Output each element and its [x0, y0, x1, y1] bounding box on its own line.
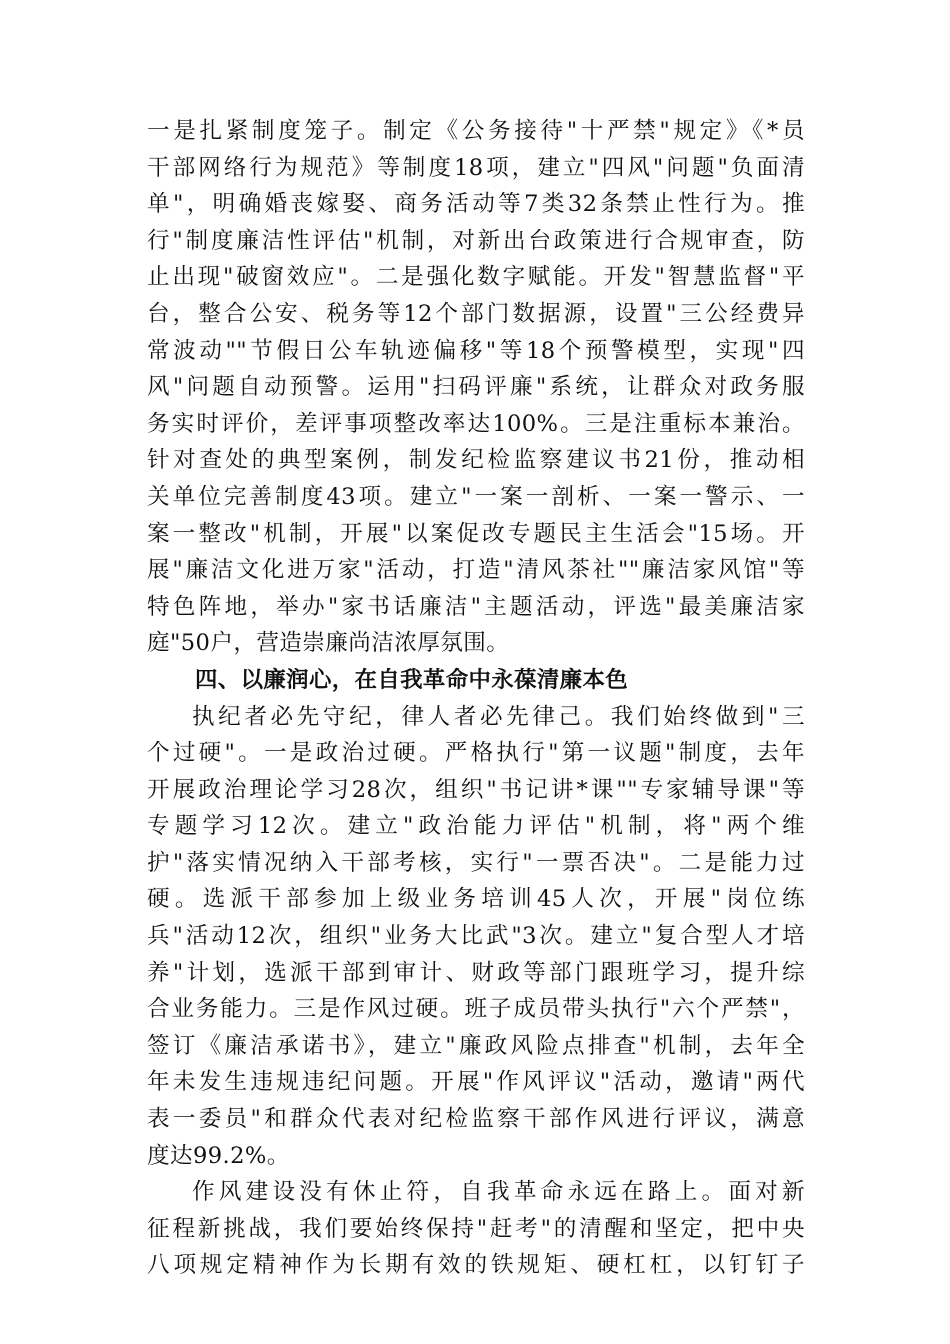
paragraph-2-line: 度达99.2%。	[147, 1142, 290, 1169]
paragraph-1-line: 单"，明确婚丧嫁娶、商务活动等7类32条禁止性行为。推	[147, 191, 805, 218]
paragraph-3-line: 征程新挑战，我们要始终保持"赶考"的清醒和坚定，把中央	[147, 1215, 805, 1242]
paragraph-2-line: 兵"活动12次，组织"业务大比武"3次。建立"复合型人才培	[147, 923, 805, 950]
paragraph-2-line: 合业务能力。三是作风过硬。班子成员带头执行"六个严禁"，	[147, 996, 805, 1023]
paragraph-1-line: 风"问题自动预警。运用"扫码评廉"系统，让群众对政务服	[147, 374, 805, 401]
paragraph-2-line: 开展政治理论学习28次，组织"书记讲*课""专家辅导课"等	[147, 776, 805, 803]
paragraph-2-line: 硬。选派干部参加上级业务培训45人次，开展"岗位练	[147, 886, 805, 913]
paragraph-2-line: 养"计划，选派干部到审计、财政等部门跟班学习，提升综	[147, 959, 805, 986]
paragraph-1-line: 庭"50户，营造崇廉尚洁浓厚氛围。	[147, 630, 510, 657]
paragraph-2-line: 个过硬"。一是政治过硬。严格执行"第一议题"制度，去年	[147, 740, 805, 767]
paragraph-2-line: 专题学习12次。建立"政治能力评估"机制，将"两个维	[147, 813, 805, 840]
paragraph-3-line: 八项规定精神作为长期有效的铁规矩、硬杠杠，以钉钉子	[147, 1252, 805, 1279]
paragraph-2-line: 年未发生违规违纪问题。开展"作风评议"活动，邀请"两代	[147, 1069, 805, 1096]
paragraph-1-line: 一是扎紧制度笼子。制定《公务接待"十严禁"规定》《*员	[147, 118, 805, 144]
paragraph-1-line: 止出现"破窗效应"。二是强化数字赋能。开发"智慧监督"平	[147, 264, 805, 291]
paragraph-2-line: 护"落实情况纳入干部考核，实行"一票否决"。二是能力过	[147, 849, 805, 876]
paragraph-1-line: 特色阵地，举办"家书话廉洁"主题活动，评选"最美廉洁家	[147, 593, 805, 620]
paragraph-1-line: 展"廉洁文化进万家"活动，打造"清风茶社""廉洁家风馆"等	[147, 557, 805, 584]
body-text	[147, 113, 805, 1284]
paragraph-3-line: 作风建设没有休止符，自我革命永远在路上。面对新	[192, 1179, 805, 1206]
paragraph-1-line: 行"制度廉洁性评估"机制，对新出台政策进行合规审查，防	[147, 227, 805, 254]
paragraph-1-line: 务实时评价，差评事项整改率达100%。三是注重标本兼治。	[147, 410, 805, 437]
paragraph-1-line: 案一整改"机制，开展"以案促改专题民主生活会"15场。开	[147, 520, 805, 547]
paragraph-2-line: 执纪者必先守纪，律人者必先律己。我们始终做到"三	[192, 703, 805, 730]
paragraph-1-line: 针对查处的典型案例，制发纪检监察建议书21份，推动相	[147, 447, 805, 474]
paragraph-2-line: 表一委员"和群众代表对纪检监察干部作风进行评议，满意	[147, 1106, 805, 1133]
paragraph-2-line: 签订《廉洁承诺书》，建立"廉政风险点排查"机制，去年全	[147, 1032, 805, 1059]
paragraph-1-line: 常波动""节假日公车轨迹偏移"等18个预警模型，实现"四	[147, 337, 805, 364]
paragraph-1-line: 关单位完善制度43项。建立"一案一剖析、一案一警示、一	[147, 483, 805, 510]
paragraph-1-line: 台，整合公安、税务等12个部门数据源，设置"三公经费异	[147, 300, 805, 327]
paragraph-1-line: 干部网络行为规范》等制度18项，建立"四风"问题"负面清	[147, 154, 805, 181]
section-heading: 四、以廉润心，在自我革命中永葆清廉本色	[195, 666, 629, 693]
